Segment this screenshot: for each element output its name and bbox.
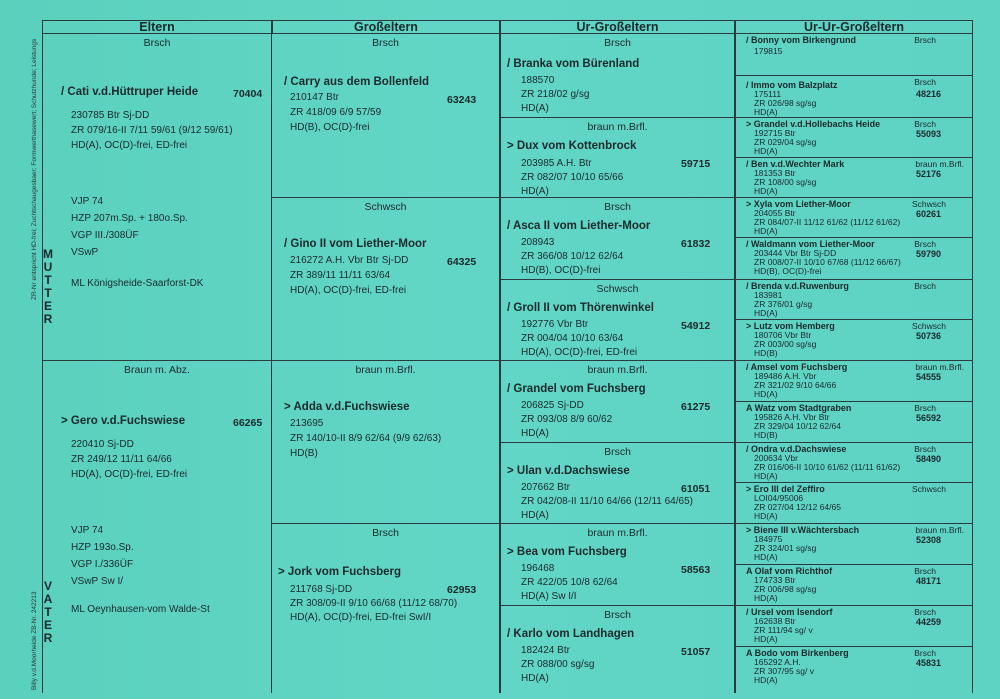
coat-color: Brsch <box>914 566 936 576</box>
dog-number: 59715 <box>681 158 711 170</box>
dog-detail: 220410 Sj-DD <box>71 439 134 450</box>
side-note-upper: ZR-Nr entspricht HD-frei; Zuchtschaugesbaer; Formwerthasewert; Schutzhunde; Leistungs <box>31 38 38 300</box>
dog-detail: HD(A), OC(D)-frei, ED-frei <box>521 347 638 358</box>
coat-color: Brsch <box>372 527 399 539</box>
test-result: HZP 207m.Sp. + 180o.Sp. <box>71 213 188 224</box>
dog-detail: HD(B) <box>754 348 778 358</box>
dog-detail: ZR 422/05 10/8 62/64 <box>521 577 618 588</box>
dog-detail: 174733 Btr <box>754 575 796 585</box>
coat-color: Schwsch <box>911 484 946 494</box>
dog-detail: HD(B) <box>754 430 778 440</box>
dog-detail: ZR 321/02 9/10 64/66 <box>754 380 837 390</box>
great-great-grandparent <box>736 76 972 118</box>
dog-name: > Jork vom Fuchsberg <box>278 566 402 578</box>
dog-detail: HD(A) <box>754 552 778 562</box>
coat-color: braun m.Brfl. <box>587 364 648 376</box>
coat-color: Brsch <box>914 444 936 454</box>
dog-number: 55093 <box>916 129 942 139</box>
dog-detail: 192776 Vbr Btr <box>521 319 589 330</box>
coat-color: Brsch <box>143 37 171 49</box>
dog-detail: ZR 389/11 11/11 63/64 <box>290 270 391 281</box>
dog-detail: 188570 <box>521 75 555 86</box>
test-result: VGP III./308ÜF <box>71 230 139 241</box>
coat-color: Brsch <box>914 239 936 249</box>
coat-color: Brsch <box>914 281 936 291</box>
coat-color: Brsch <box>914 403 936 413</box>
dog-detail: ZR 003/00 sg/sg <box>754 339 817 349</box>
dog-detail: ZR 307/95 sg/ v <box>754 666 815 676</box>
dog-detail: HD(B), OC(D)-frei <box>754 266 822 276</box>
dog-detail: HD(B), OC(D)-frei <box>290 122 370 133</box>
dog-detail: 180706 Vbr Btr <box>754 330 812 340</box>
dog-detail: 216272 A.H. Vbr Btr Sj-DD <box>290 255 409 266</box>
great-great-grandparent <box>736 402 972 443</box>
dog-number: 52176 <box>916 169 942 179</box>
dog-number: 50736 <box>916 331 942 341</box>
dog-number: 44259 <box>916 617 942 627</box>
coat-color: braun m.Brfl. <box>915 525 964 535</box>
great-great-grandparent <box>736 280 972 320</box>
column-ur-ur-grosseltern <box>735 34 973 693</box>
pedigree-sheet: Eltern Großeltern Ur-Großeltern Ur-Ur-Großeltern ZR-Nr entspricht HD-frei; Zuchtschaugesbaer; Formwerthasewert; Schutzhunde; Leistungs Billy v.d.Moorheide ZB-Nr. 242213 M U T T E R V A T E R Brsch / Cati v.d.Hüttruper Heide 70404 230785 Btr Sj-DD ZR 079/16-II 7/11 59/61 (9/12 59/61) HD(A), OC(D)-frei, ED-frei VJP 74 HZP 207m.Sp. + 180o.Sp. VGP III./308ÜF VSwP ML Königsheide-Saarforst-DK Braun m. Abz. > Gero v.d.Fuchswiese 66265 220410 Sj-DD ZR 249/12 11/11 64/66 HD(A), OC(D)-frei, ED-frei VJP 74 HZP 193o.Sp. VGP I./336ÜF VSwP Sw I/ ML Oeynhausen-vom Walde-St Brsch / Carry aus dem Bollenfeld 63243 210147 Btr ZR 418/09 6/9 57/59 HD(B), OC(D)-frei Schwsch / Gino II vom Liether-Moor 64325 216272 A.H. Vbr Btr Sj-DD ZR 389/11 11/11 63/64 HD(A), OC(D)-frei, ED-frei braun m.Brfl. > Adda v.d.Fuchswiese 213695 ZR 140/10-II 8/9 62/64 (9/9 62/63) HD(B) Brsch > Jork vom Fuchsberg 62953 211768 Sj-DD ZR 308/09-II 9/10 66/68 (11/12 68/70) HD(A), OC(D)-frei, ED-frei SwI/I Brsch / Branka vom Bürenland 188570 ZR 218/02 g/sg HD(A) braun m.Brfl. > Dux vom Kottenbrock 59715 203985 A.H. Btr ZR 082/07 10/10 65/66 HD(A) Brsch / Asca II vom Liether-Moor 61832 208943 ZR 366/08 10/12 62/64 HD(B), OC(D)-frei Schwsch / Groll II vom Thörenwinkel 54912 192776 Vbr Btr ZR 004/04 10/10 63/64 HD(A), OC(D)-frei, ED-frei braun m.Brfl. / Grandel vom Fuchsberg 61275 206825 Sj-DD ZR 093/08 8/9 60/62 HD(A) Brsch > Ulan v.d.Dachswiese 61051 207662 Btr ZR 042/08-II 11/10 64/66 (12/11 64/65) HD(A) braun m.Brfl. > Bea vom Fuchsberg 58563 196468 ZR 422/05 10/8 62/64 HD(A) Sw I/I Brsch / Karlo vom Landhagen 51057 182424 Btr ZR 088/00 sg/sg HD(A) Brsch / Bonny vom Birkengrund 179815 Brsch / Immo vom Balzplatz 48216 175111 ZR 026/98 sg/sg HD(A) Brsch > Grandel v.d.Hollebachs Heide 55093 192715 Btr ZR 029/04 sg/sg HD(A) braun m.Brfl. / Ben v.d.Wechter Mark 52176 181353 Btr ZR 108/00 sg/sg HD(A) Schwsch > Xyla vom Liether-Moor 60261 204055 Btr ZR 084/07-II 11/12 61/62 (11/12 61/62) HD(A) Brsch / Waldmann vom Liether-Moor 59790 203444 Vbr Btr Sj-DD ZR 008/07-II 10/10 67/68 (11/12 66/67) HD(B), OC(D)-frei Brsch / Brenda v.d.Ruwenburg 183981 ZR 376/01 g/sg HD(A) Schwsch > Lutz vom Hemberg 50736 180706 Vbr Btr ZR 003/00 sg/sg HD(B) braun m.Brfl. / Amsel vom Fuchsberg 54555 189486 A.H. Vbr ZR 321/02 9/10 64/66 HD(A) Brsch A Watz vom Stadtgraben 56592 195826 A.H. Vbr Btr ZR 329/04 10/12 62/64 HD(B) Brsch / Ondra v.d.Dachswiese 58490 200634 Vbr ZR 016/06-II 10/10 61/62 (11/11 61/62) HD(A) Schwsch > Ero III del Zeffiro LOI04/95006 ZR 027/04 12/12 64/65 HD(A) braun m.Brfl. > Biene III v.Wächtersbach 52308 184975 ZR 324/01 sg/sg HD(A) Brsch A Olaf vom Richthof 48171 174733 Btr ZR 006/98 sg/sg HD(A) Brsch / Ursel vom Isendorf 44259 162638 Btr ZR 111/94 sg/ v HD(A) Brsch A Bodo vom Birkenberg 45831 165292 A.H. ZR 307/95 sg/ v HD(A) <box>0 0 1000 699</box>
test-result: ML Königsheide-Saarforst-DK <box>71 278 204 289</box>
dog-detail: LOI04/95006 <box>754 493 804 503</box>
dog-detail: ZR 008/07-II 10/10 67/68 (11/12 66/67) <box>754 257 901 267</box>
coat-color: Schwsch <box>596 283 639 295</box>
coat-color: Brsch <box>914 35 936 45</box>
coat-color: Brsch <box>604 201 631 213</box>
column-grosseltern <box>271 34 500 693</box>
great-great-grandparent <box>736 34 972 76</box>
dog-detail: 213695 <box>290 418 324 429</box>
parent-father <box>43 361 271 693</box>
header-ur-grosseltern: Ur-Großeltern <box>500 20 735 34</box>
dog-number: 48216 <box>916 89 942 99</box>
dog-name: / Cati v.d.Hüttruper Heide <box>61 86 199 98</box>
dog-detail: ZR 108/00 sg/sg <box>754 177 817 187</box>
test-result: VJP 74 <box>71 196 104 207</box>
dog-detail: ZR 218/02 g/sg <box>521 89 590 100</box>
dog-detail: ZR 016/06-II 10/10 61/62 (11/11 61/62) <box>754 462 901 472</box>
dog-name: > Dux vom Kottenbrock <box>507 140 637 152</box>
dog-detail: 230785 Btr Sj-DD <box>71 110 150 121</box>
dog-detail: HD(B) <box>290 448 318 459</box>
column-eltern <box>42 34 272 693</box>
dog-detail: 210147 Btr <box>290 92 339 103</box>
dog-name: > Lutz vom Hemberg <box>746 321 835 331</box>
dog-name: > Grandel v.d.Hollebachs Heide <box>746 119 881 129</box>
dog-name: / Gino II vom Liether-Moor <box>284 238 427 250</box>
test-result: HZP 193o.Sp. <box>71 542 134 553</box>
dog-detail: HD(A) Sw I/I <box>521 591 577 602</box>
great-grandparent <box>501 118 734 198</box>
coat-color: braun m.Brfl. <box>355 364 416 376</box>
dog-detail: ZR 006/98 sg/sg <box>754 584 817 594</box>
dog-detail: ZR 027/04 12/12 64/65 <box>754 502 841 512</box>
dog-name: / Grandel vom Fuchsberg <box>507 383 646 395</box>
dog-name: / Immo vom Balzplatz <box>746 80 838 90</box>
coat-color: Brsch <box>604 446 631 458</box>
coat-color: braun m.Brfl. <box>915 362 964 372</box>
header-grosseltern: Großeltern <box>272 20 500 34</box>
great-great-grandparent <box>736 158 972 198</box>
coat-color: Braun m. Abz. <box>124 364 190 376</box>
dog-number: 58563 <box>681 564 711 576</box>
dog-number: 52308 <box>916 535 942 545</box>
grandparent <box>272 524 499 693</box>
dog-number: 66265 <box>233 417 263 429</box>
coat-color: braun m.Brfl. <box>587 121 648 133</box>
dog-detail: HD(A) <box>521 673 549 684</box>
dog-detail: ZR 140/10-II 8/9 62/64 (9/9 62/63) <box>290 433 442 444</box>
dog-number: 45831 <box>916 658 942 668</box>
dog-detail: ZR 093/08 8/9 60/62 <box>521 414 613 425</box>
dog-detail: HD(A) <box>754 308 778 318</box>
dog-detail: HD(A) <box>521 510 549 521</box>
dog-name: / Karlo vom Landhagen <box>507 628 635 640</box>
great-great-grandparent <box>736 647 972 693</box>
dog-number: 63243 <box>447 94 477 106</box>
dog-name: > Ero III del Zeffiro <box>746 484 825 494</box>
dog-number: 56592 <box>916 413 942 423</box>
dog-detail: 175111 <box>754 89 782 99</box>
great-great-grandparent <box>736 606 972 647</box>
great-grandparent <box>501 524 734 606</box>
dog-detail: 208943 <box>521 237 555 248</box>
dog-detail: ZR 004/04 10/10 63/64 <box>521 333 624 344</box>
dog-detail: 192715 Btr <box>754 128 796 138</box>
grandparent <box>272 361 499 524</box>
great-great-grandparent <box>736 238 972 280</box>
great-great-grandparent <box>736 565 972 606</box>
dog-detail: 183981 <box>754 290 783 300</box>
grandparent <box>272 34 499 198</box>
dog-detail: HD(A) <box>754 511 778 521</box>
dog-detail: ZR 111/94 sg/ v <box>754 625 813 635</box>
side-note-lower: Billy v.d.Moorheide ZB-Nr. 242213 <box>31 591 38 690</box>
dog-name: A Bodo vom Birkenberg <box>746 648 849 658</box>
great-great-grandparent <box>736 524 972 565</box>
dog-detail: 206825 Sj-DD <box>521 400 584 411</box>
header-eltern: Eltern <box>42 20 272 34</box>
dog-detail: HD(A), OC(D)-frei, ED-frei <box>290 285 407 296</box>
dog-number: 48171 <box>916 576 942 586</box>
great-great-grandparent <box>736 483 972 524</box>
dog-detail: HD(A), OC(D)-frei, ED-frei <box>71 140 188 151</box>
dog-detail: HD(A) <box>521 428 549 439</box>
dog-detail: 203444 Vbr Btr Sj-DD <box>754 248 837 258</box>
coat-color: braun m.Brfl. <box>587 527 648 539</box>
dog-name: > Xyla vom Liether-Moor <box>746 199 851 209</box>
great-great-grandparent <box>736 443 972 483</box>
coat-color: Brsch <box>372 37 399 49</box>
coat-color: Brsch <box>914 648 936 658</box>
test-result: VGP I./336ÜF <box>71 559 134 570</box>
dog-detail: ZR 079/16-II 7/11 59/61 (9/12 59/61) <box>71 125 233 136</box>
dog-number: 54555 <box>916 372 942 382</box>
dog-detail: HD(A) <box>754 675 778 685</box>
dog-name: A Watz vom Stadtgraben <box>746 403 852 413</box>
test-result: VJP 74 <box>71 525 104 536</box>
dog-name: > Ulan v.d.Dachswiese <box>507 465 630 477</box>
great-grandparent <box>501 280 734 361</box>
dog-detail: HD(A) <box>521 103 549 114</box>
dog-detail: 204055 Btr <box>754 208 796 218</box>
dog-detail: HD(A) <box>754 634 778 644</box>
dog-name: > Biene III v.Wächtersbach <box>746 525 860 535</box>
dog-number: 61051 <box>681 483 711 495</box>
dog-detail: ZR 088/00 sg/sg <box>521 659 595 670</box>
dog-name: / Carry aus dem Bollenfeld <box>284 76 430 88</box>
dog-detail: HD(A) <box>754 471 778 481</box>
dog-detail: 196468 <box>521 563 555 574</box>
coat-color: Brsch <box>604 37 631 49</box>
great-great-grandparent <box>736 198 972 238</box>
dog-detail: HD(B), OC(D)-frei <box>521 265 601 276</box>
great-grandparent <box>501 606 734 693</box>
coat-color: Schwsch <box>911 321 946 331</box>
dog-number: 59790 <box>916 249 942 259</box>
dog-name: / Bonny vom Birkengrund <box>746 35 857 45</box>
dog-name: / Amsel vom Fuchsberg <box>746 362 848 372</box>
great-grandparent <box>501 198 734 280</box>
dog-detail: ZR 029/04 sg/sg <box>754 137 817 147</box>
dog-detail: ZR 249/12 11/11 64/66 <box>71 454 172 465</box>
dog-detail: HD(A) <box>521 186 549 197</box>
dog-detail: ZR 082/07 10/10 65/66 <box>521 172 624 183</box>
dog-detail: 181353 Btr <box>754 168 796 178</box>
dog-detail: 189486 A.H. Vbr <box>754 371 817 381</box>
dog-detail: HD(A) <box>754 226 778 236</box>
dog-number: 58490 <box>916 454 942 464</box>
dog-number: 60261 <box>916 209 942 219</box>
dog-detail: 195826 A.H. Vbr Btr <box>754 412 830 422</box>
dog-name: / Ondra v.d.Dachswiese <box>746 444 847 454</box>
great-grandparent <box>501 361 734 443</box>
dog-detail: ZR 026/98 sg/sg <box>754 98 817 108</box>
dog-detail: ZR 366/08 10/12 62/64 <box>521 251 624 262</box>
dog-detail: HD(A) <box>754 146 778 156</box>
coat-color: braun m.Brfl. <box>915 159 964 169</box>
dog-number: 61832 <box>681 238 711 250</box>
coat-color: Schwsch <box>911 199 946 209</box>
coat-color: Brsch <box>914 77 936 87</box>
great-great-grandparent <box>736 320 972 361</box>
dog-detail: HD(A), OC(D)-frei, ED-frei SwI/I <box>290 612 432 623</box>
dog-name: A Olaf vom Richthof <box>746 566 833 576</box>
dog-detail: 207662 Btr <box>521 482 570 493</box>
dog-detail: HD(A) <box>754 186 778 196</box>
dog-detail: HD(A) <box>754 389 778 399</box>
coat-color: Schwsch <box>364 201 407 213</box>
great-grandparent <box>501 443 734 524</box>
dog-detail: ZR 418/09 6/9 57/59 <box>290 107 382 118</box>
dog-detail: 200634 Vbr <box>754 453 798 463</box>
dog-detail: 184975 <box>754 534 783 544</box>
dog-name: > Gero v.d.Fuchswiese <box>61 415 186 427</box>
dog-detail: ZR 308/09-II 9/10 66/68 (11/12 68/70) <box>290 598 458 609</box>
dog-number: 64325 <box>447 256 477 268</box>
dog-detail: 179815 <box>754 46 783 56</box>
dog-name: / Groll II vom Thörenwinkel <box>507 302 654 314</box>
dog-number: 70404 <box>233 88 263 100</box>
dog-name: / Ben v.d.Wechter Mark <box>746 159 845 169</box>
header-ur-ur-grosseltern: Ur-Ur-Großeltern <box>735 20 973 34</box>
dog-detail: ZR 376/01 g/sg <box>754 299 813 309</box>
dog-detail: ZR 329/04 10/12 62/64 <box>754 421 841 431</box>
coat-color: Brsch <box>914 119 936 129</box>
grandparent <box>272 198 499 361</box>
test-result: ML Oeynhausen-vom Walde-St <box>71 604 210 615</box>
dog-name: / Ursel vom Isendorf <box>746 607 833 617</box>
dog-detail: ZR 084/07-II 11/12 61/62 (11/12 61/62) <box>754 217 901 227</box>
dog-detail: 203985 A.H. Btr <box>521 158 592 169</box>
dog-name: / Asca II vom Liether-Moor <box>507 220 651 232</box>
dog-name: > Adda v.d.Fuchswiese <box>284 401 410 413</box>
dog-detail: ZR 042/08-II 11/10 64/66 (12/11 64/65) <box>521 496 693 507</box>
dog-number: 51057 <box>681 646 711 658</box>
dog-detail: 182424 Btr <box>521 645 570 656</box>
dog-detail: 162638 Btr <box>754 616 796 626</box>
dog-name: / Branka vom Bürenland <box>507 58 640 70</box>
dog-name: / Brenda v.d.Ruwenburg <box>746 281 849 291</box>
column-ur-grosseltern <box>500 34 735 693</box>
dog-detail: HD(A), OC(D)-frei, ED-frei <box>71 469 188 480</box>
test-result: VSwP Sw I/ <box>71 576 124 587</box>
test-result: VSwP <box>71 247 99 258</box>
great-grandparent <box>501 34 734 118</box>
parent-mother <box>43 34 271 361</box>
dog-detail: 165292 A.H. <box>754 657 801 667</box>
dog-detail: HD(A) <box>754 593 778 603</box>
dog-detail: HD(A) <box>754 107 778 117</box>
dog-detail: 211768 Sj-DD <box>290 584 353 595</box>
dog-number: 54912 <box>681 320 711 332</box>
dog-detail: ZR 324/01 sg/sg <box>754 543 817 553</box>
coat-color: Brsch <box>914 607 936 617</box>
great-great-grandparent <box>736 118 972 158</box>
great-great-grandparent <box>736 361 972 402</box>
dog-name: > Bea vom Fuchsberg <box>507 546 627 558</box>
dog-name: / Waldmann vom Liether-Moor <box>746 239 875 249</box>
dog-number: 61275 <box>681 401 711 413</box>
coat-color: Brsch <box>604 609 631 621</box>
dog-number: 62953 <box>447 584 477 596</box>
